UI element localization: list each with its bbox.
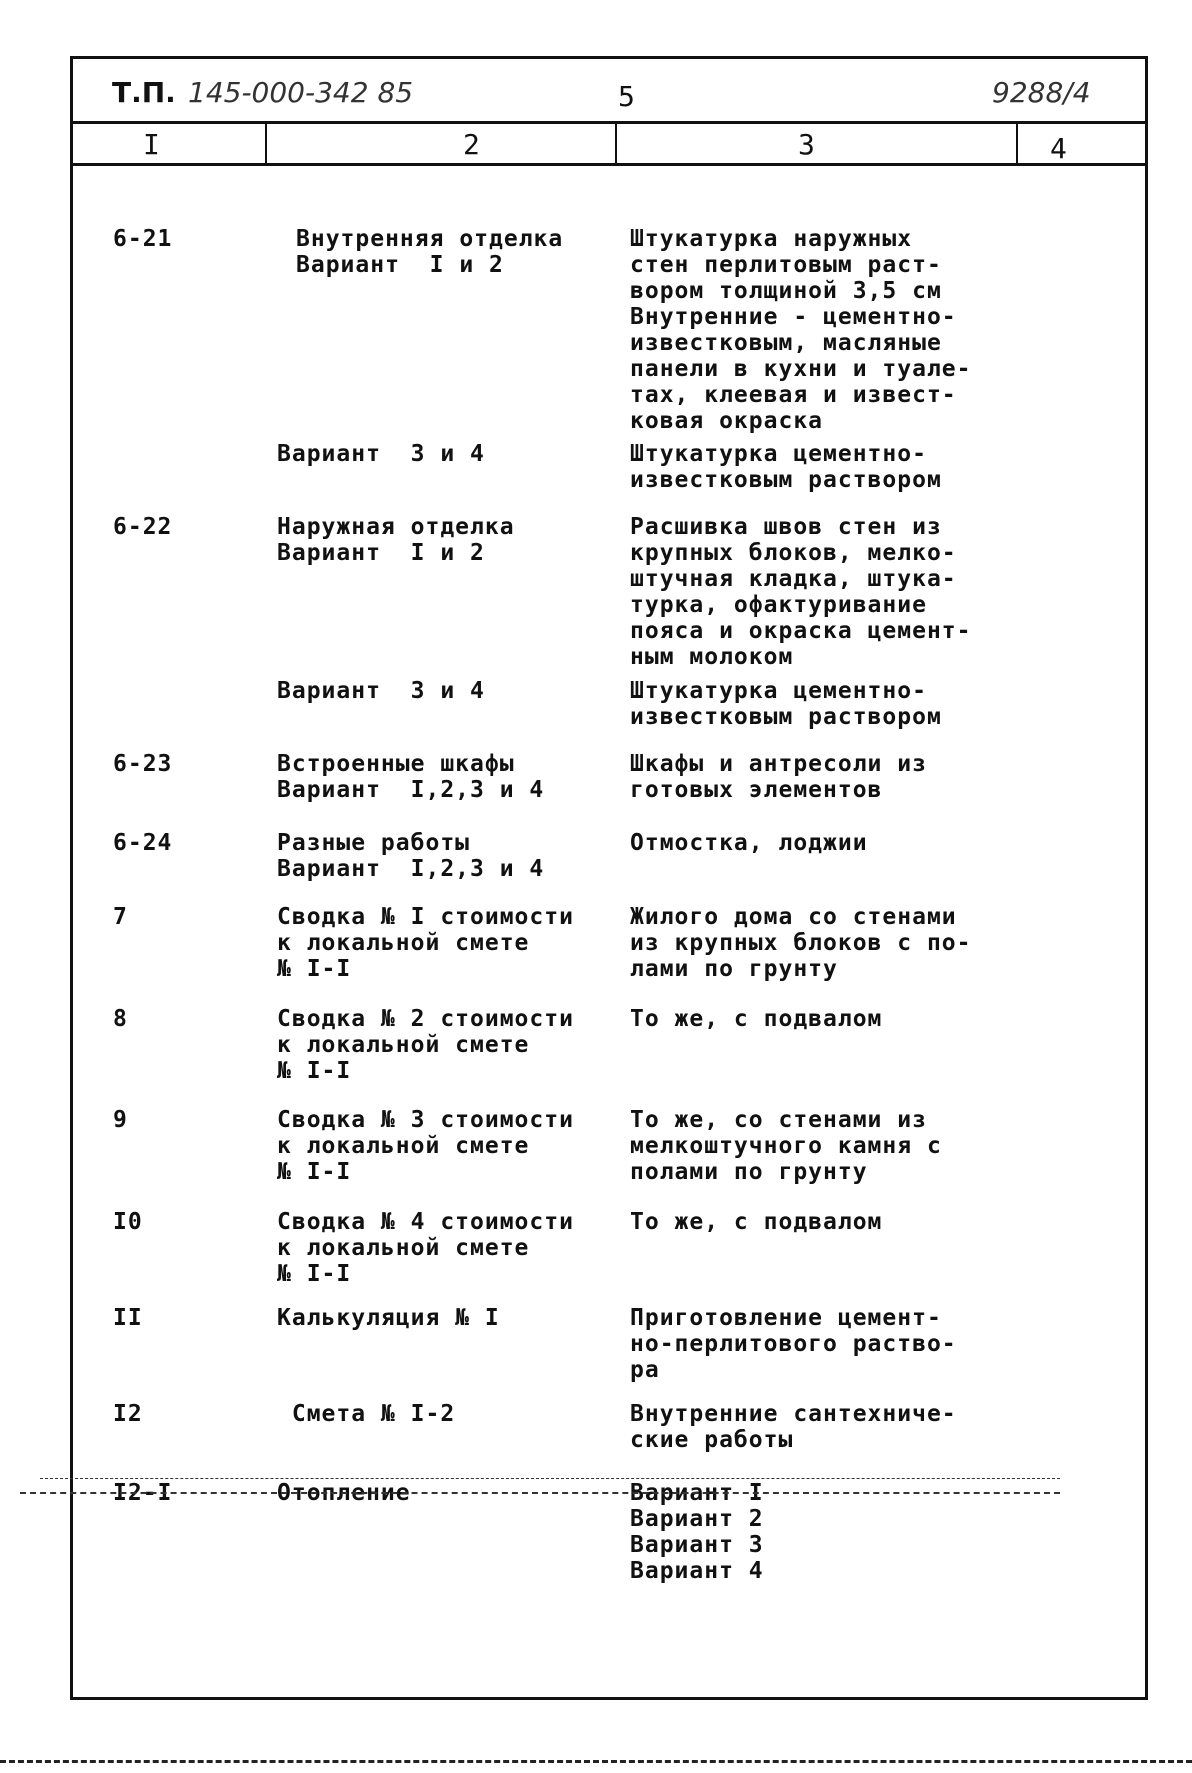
row-desc: То же, со стенами из мелкоштучного камня с полами по грунту: [630, 1107, 942, 1185]
row-name: Встроенные шкафы Вариант I,2,3 и 4: [277, 751, 545, 803]
column-header-3: 3: [798, 128, 815, 161]
row-num: 8: [113, 1006, 128, 1032]
dashed-line: [20, 1492, 1060, 1494]
doc-prefix: Т.П.: [112, 76, 176, 109]
row-desc: Жилого дома со стенами из крупных блоков с по- лами по грунту: [630, 904, 972, 982]
row-desc: Штукатурка цементно- известковым раствором: [630, 441, 942, 493]
row-name: Сводка № 4 стоимости к локальной смете № I-I: [277, 1209, 574, 1287]
row-name: Вариант 3 и 4: [277, 678, 485, 704]
row-name: Сводка № 2 стоимости к локальной смете № I-I: [277, 1006, 574, 1084]
row-desc: Вариант I Вариант 2 Вариант 3 Вариант 4: [630, 1480, 764, 1584]
row-desc: То же, с подвалом: [630, 1209, 883, 1235]
row-desc: Штукатурка наружных стен перлитовым раст- вором толщиной 3,5 см Внутренние - цементно- известковым, масляные панели в кухни и туале- тах, клеевая и извест- ковая окраска: [630, 226, 972, 434]
bottom-edge: [0, 1760, 1192, 1763]
row-name: Сводка № I стоимости к локальной смете № I-I: [277, 904, 574, 982]
row-desc: Расшивка швов стен из крупных блоков, мелко- штучная кладка, штука- турка, офактуривание пояса и окраска цемент- ным молоком: [630, 514, 972, 670]
row-num: 6-24: [113, 830, 173, 856]
row-name: Наружная отделка Вариант I и 2: [277, 514, 515, 566]
row-desc: Шкафы и антресоли из готовых элементов: [630, 751, 927, 803]
row-desc: Приготовление цемент- но-перлитового раство- ра: [630, 1305, 957, 1383]
header-divider: [70, 121, 1148, 124]
row-num: 6-22: [113, 514, 173, 540]
column-header-4: 4: [1050, 132, 1067, 165]
row-name: Отопление: [277, 1480, 411, 1506]
row-num: 7: [113, 904, 128, 930]
row-desc: Штукатурка цементно- известковым раствором: [630, 678, 942, 730]
row-num: 6-23: [113, 751, 173, 777]
row-num: I2: [113, 1401, 143, 1427]
row-num: II: [113, 1305, 143, 1331]
doc-ref: 9288/4: [992, 76, 1091, 109]
row-desc: Внутренние сантехниче- ские работы: [630, 1401, 957, 1453]
row-desc: То же, с подвалом: [630, 1006, 883, 1032]
page-frame: [70, 56, 1148, 1700]
doc-code: 145-000-342 85: [188, 76, 414, 109]
column-divider: [615, 123, 617, 165]
column-header-1: I: [143, 128, 160, 161]
row-name: Сводка № 3 стоимости к локальной смете № I-I: [277, 1107, 574, 1185]
row-desc: Отмостка, лоджии: [630, 830, 868, 856]
row-num: 9: [113, 1107, 128, 1133]
row-name: Внутренняя отделка Вариант I и 2: [296, 226, 564, 278]
row-name: Смета № I-2: [277, 1401, 456, 1427]
row-num: I2-I: [113, 1480, 173, 1506]
dashed-line: [40, 1478, 1060, 1479]
column-header-2: 2: [463, 128, 480, 161]
column-divider: [265, 123, 267, 165]
column-divider: [1016, 123, 1018, 165]
page-number: 5: [618, 80, 635, 113]
row-name: Разные работы Вариант I,2,3 и 4: [277, 830, 545, 882]
row-name: Вариант 3 и 4: [277, 441, 485, 467]
column-header-divider: [70, 163, 1148, 166]
row-name: Калькуляция № I: [277, 1305, 500, 1331]
row-num: 6-21: [113, 226, 173, 252]
row-num: I0: [113, 1209, 143, 1235]
